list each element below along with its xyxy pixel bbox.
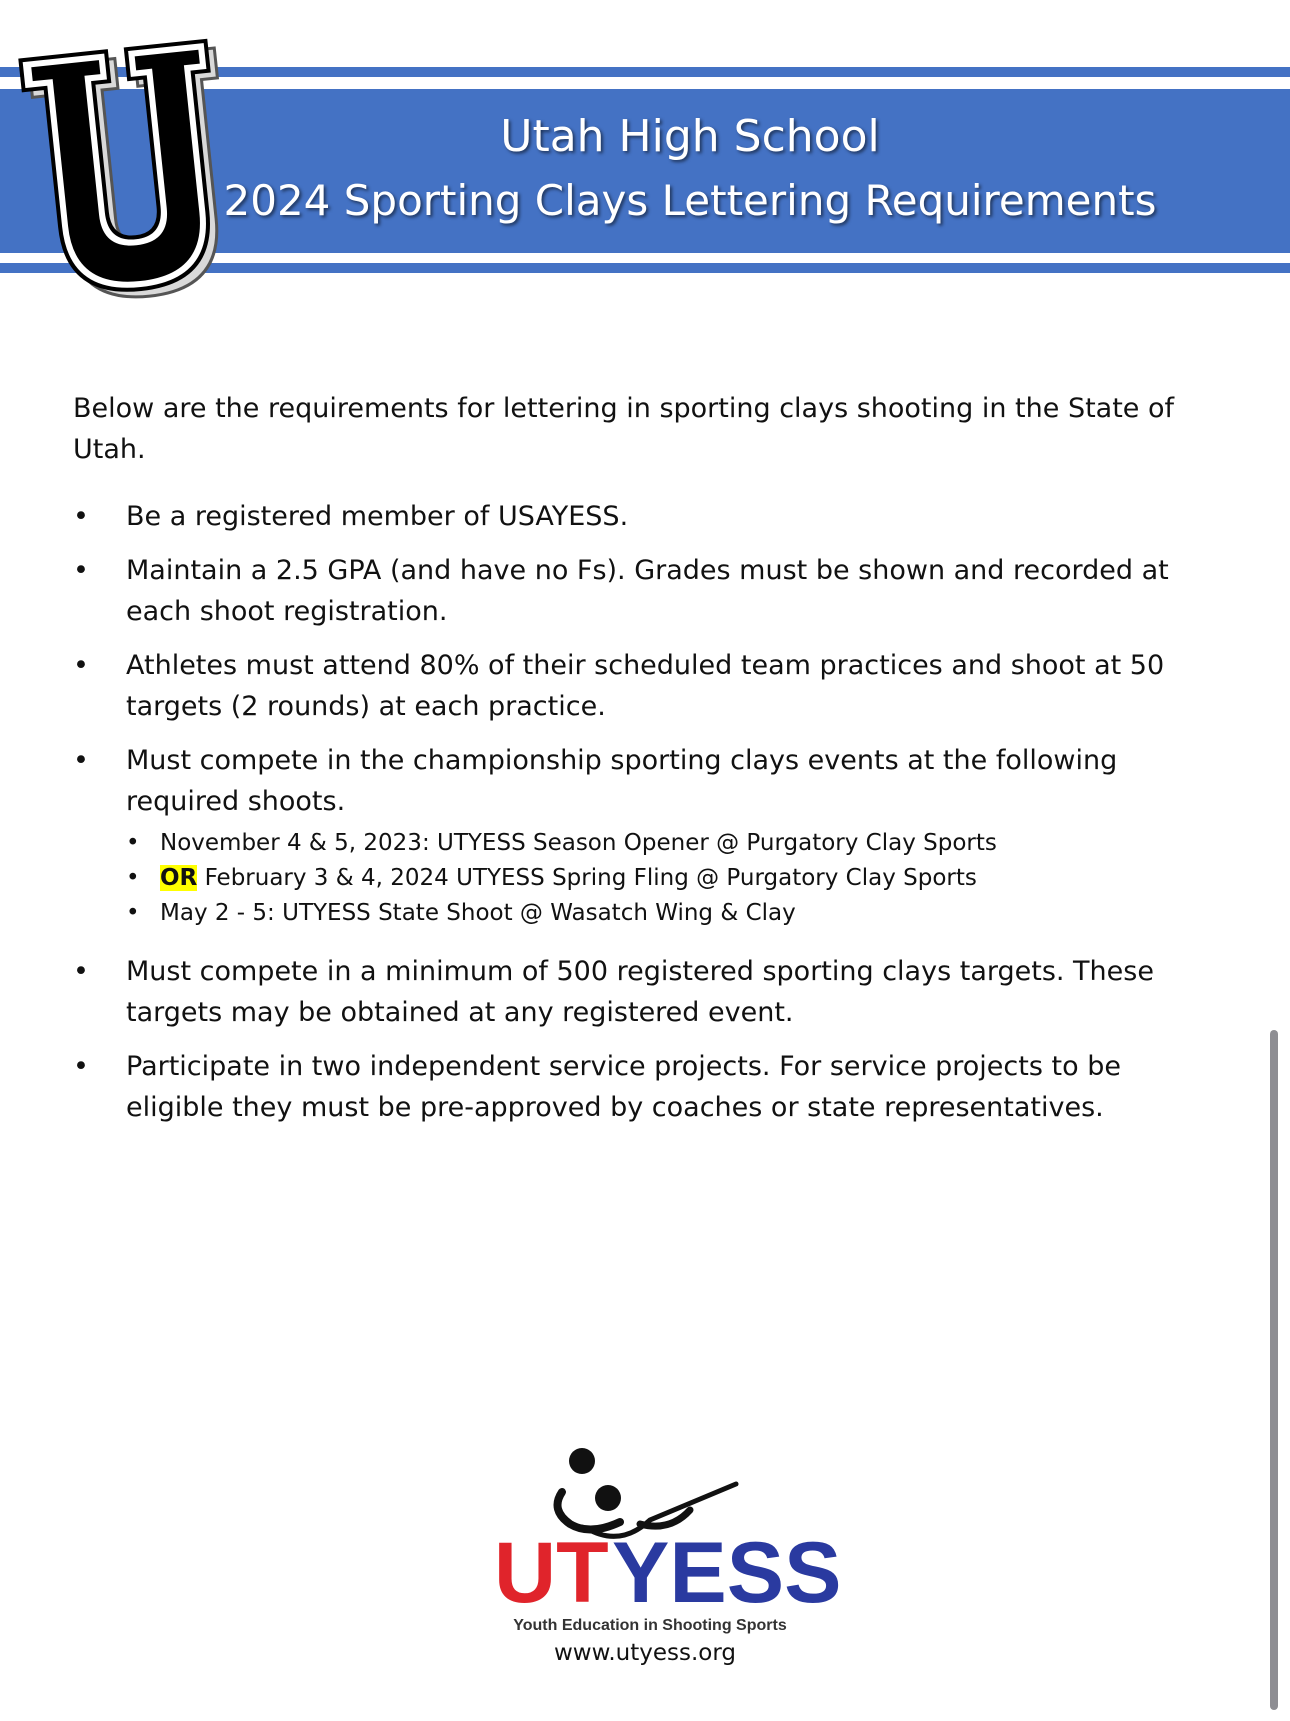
requirement-item: • Must compete in a minimum of 500 registered sporting clays targets. These targets may be obtained at any registered event. (73, 951, 1183, 1033)
logo-ut-text: UT (494, 1525, 609, 1621)
requirements-list (73, 496, 1183, 1128)
shoot-item-text: February 3 & 4, 2024 UTYESS Spring Fling @ Purgatory Clay Sports (197, 865, 977, 891)
or-highlight: OR (160, 865, 198, 891)
requirement-item (73, 740, 1183, 931)
title-line-2: 2024 Sporting Clays Lettering Requirements (223, 176, 1157, 225)
shoot-item (126, 861, 1183, 896)
shoot-item: • May 2 - 5: UTYESS State Shoot @ Wasatch Wing & Clay (126, 896, 1183, 931)
vertical-scrollbar[interactable] (1270, 1030, 1278, 1710)
website-url: www.utyess.org (554, 1640, 736, 1666)
utyess-logo (490, 1440, 842, 1640)
requirement-item: • Be a registered member of USAYESS. (73, 496, 1183, 537)
requirements-content (73, 388, 1183, 1141)
requirement-item: • Athletes must attend 80% of their scheduled team practices and shoot at 50 targets (2 rounds) at each practice. (73, 645, 1183, 727)
requirement-item: • Maintain a 2.5 GPA (and have no Fs). Grades must be shown and recorded at each shoot registration. (73, 550, 1183, 632)
intro-text: Below are the requirements for lettering in sporting clays shooting in the State of Utah. (73, 393, 1175, 465)
required-shoots-list (126, 826, 1183, 931)
varsity-u-logo (20, 20, 230, 310)
title-line-1: Utah High School (500, 111, 880, 162)
shooter-figure-icon (558, 1448, 737, 1536)
logo-yess-text: YESS (612, 1525, 842, 1621)
requirement-text: Must compete in the championship sporting clays events at the following required shoots. (126, 745, 1118, 817)
requirement-item: • Participate in two independent service projects. For service projects to be eligible they must be pre-approved by coaches or state representatives. (73, 1046, 1183, 1128)
shoot-item: • November 4 & 5, 2023: UTYESS Season Opener @ Purgatory Clay Sports (126, 826, 1183, 861)
page-title (145, 105, 1235, 233)
logo-tagline: Youth Education in Shooting Sports (513, 1617, 787, 1634)
